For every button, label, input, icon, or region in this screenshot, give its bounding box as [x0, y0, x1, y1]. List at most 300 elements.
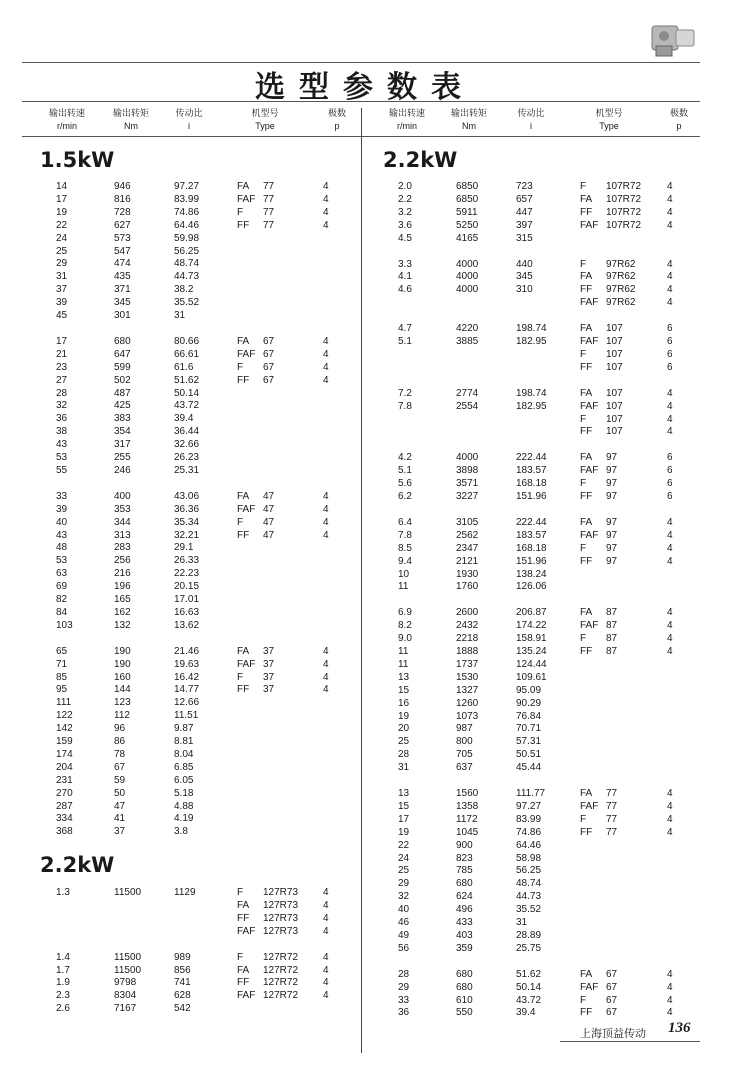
- cell-size: 67: [263, 335, 275, 347]
- page-number: 136: [668, 1020, 691, 1036]
- cell-size: 97: [606, 465, 618, 477]
- cell-torque: 59: [114, 774, 126, 786]
- cell-poles: 4: [323, 671, 329, 683]
- cell-torque: 96: [114, 723, 126, 735]
- header-label-unit: p: [334, 121, 340, 131]
- cell-speed: 27: [56, 374, 68, 386]
- cell-size: 107R72: [606, 193, 642, 205]
- cell-speed: 63: [56, 568, 68, 580]
- cell-size: 127R72: [263, 951, 299, 963]
- cell-type: FF: [580, 361, 593, 373]
- cell-torque: 425: [114, 400, 131, 412]
- cell-ratio: 198.74: [516, 323, 547, 335]
- cell-speed: 7.8: [398, 529, 412, 541]
- cell-speed: 3.6: [398, 219, 412, 231]
- cell-type: FA: [237, 335, 250, 347]
- cell-speed: 71: [56, 658, 68, 670]
- cell-ratio: 989: [174, 951, 191, 963]
- cell-torque: 313: [114, 529, 131, 541]
- cell-poles: 4: [667, 646, 673, 657]
- cell-ratio: 17.01: [174, 594, 200, 605]
- cell-torque: 160: [114, 671, 131, 683]
- cell-speed: 368: [56, 826, 73, 838]
- cell-speed: 14: [56, 181, 68, 192]
- cell-poles: 4: [323, 887, 329, 898]
- cell-torque: 1358: [456, 800, 479, 812]
- cell-type: F: [580, 258, 587, 270]
- cell-speed: 7.8: [398, 400, 412, 412]
- cell-ratio: 83.99: [516, 813, 542, 825]
- cell-torque: 47: [114, 800, 126, 812]
- header-top-rule: [22, 101, 700, 102]
- cell-torque: 2218: [456, 633, 479, 645]
- cell-torque: 3105: [456, 516, 479, 528]
- cell-torque: 359: [456, 942, 473, 954]
- cell-ratio: 12.66: [174, 697, 200, 709]
- cell-size: 107: [606, 361, 623, 373]
- cell-ratio: 39.4: [516, 1007, 536, 1019]
- cell-poles: 6: [667, 323, 673, 335]
- cell-speed: 29: [398, 878, 410, 890]
- cell-speed: 28: [398, 749, 410, 761]
- cell-speed: 55: [56, 464, 68, 476]
- cell-speed: 82: [56, 594, 68, 605]
- cell-speed: 69: [56, 581, 68, 593]
- cell-size: 107: [606, 413, 623, 425]
- cell-type: FA: [580, 193, 593, 205]
- cell-speed: 19: [398, 826, 410, 838]
- cell-speed: 103: [56, 619, 73, 631]
- header-right-0: [382, 107, 432, 133]
- cell-speed: 39: [56, 503, 68, 515]
- cell-size: 37: [263, 671, 275, 683]
- cell-type: FF: [237, 684, 250, 696]
- cell-speed: 4.1: [398, 271, 412, 283]
- cell-ratio: 11.51: [174, 710, 199, 722]
- cell-torque: 162: [114, 606, 131, 618]
- cell-torque: 705: [456, 749, 473, 761]
- cell-speed: 287: [56, 800, 73, 812]
- cell-torque: 41: [114, 813, 126, 825]
- cell-speed: 95: [56, 684, 68, 696]
- cell-speed: 11: [398, 658, 409, 670]
- cell-size: 77: [263, 181, 275, 192]
- cell-type: FF: [580, 1007, 593, 1019]
- cell-torque: 3571: [456, 478, 479, 490]
- cell-torque: 435: [114, 271, 131, 283]
- cell-speed: 6.9: [398, 607, 412, 619]
- cell-type: F: [237, 516, 244, 528]
- cell-ratio: 4.88: [174, 800, 194, 812]
- cell-ratio: 3.8: [174, 826, 188, 838]
- cell-poles: 4: [667, 800, 673, 812]
- cell-type: FA: [580, 968, 593, 980]
- cell-speed: 2.0: [398, 181, 412, 192]
- cell-torque: 4165: [456, 232, 479, 244]
- cell-torque: 301: [114, 310, 131, 321]
- cell-ratio: 48.74: [174, 258, 200, 270]
- cell-ratio: 74.86: [516, 826, 542, 838]
- cell-speed: 17: [398, 813, 410, 825]
- cell-poles: 6: [667, 348, 673, 360]
- gear-motor-icon: [646, 18, 698, 60]
- cell-poles: 6: [667, 465, 673, 477]
- cell-size: 67: [606, 1007, 618, 1019]
- cell-type: FA: [580, 516, 593, 528]
- cell-speed: 45: [56, 310, 68, 321]
- cell-ratio: 58.98: [516, 852, 542, 864]
- cell-type: FAF: [237, 348, 256, 360]
- cell-type: FF: [580, 826, 593, 838]
- cell-size: 77: [606, 788, 618, 799]
- cell-speed: 7.2: [398, 387, 412, 399]
- cell-torque: 2121: [456, 555, 479, 567]
- cell-type: FAF: [580, 465, 599, 477]
- cell-size: 87: [606, 620, 618, 632]
- cell-torque: 144: [114, 684, 131, 696]
- cell-torque: 900: [456, 839, 473, 851]
- cell-ratio: 95.09: [516, 684, 542, 696]
- cell-ratio: 109.61: [516, 671, 547, 683]
- cell-torque: 2562: [456, 529, 479, 541]
- cell-speed: 2.6: [56, 1003, 70, 1015]
- cell-ratio: 222.44: [516, 516, 547, 528]
- cell-torque: 345: [114, 297, 131, 309]
- cell-torque: 1530: [456, 671, 479, 683]
- cell-ratio: 397: [516, 219, 533, 231]
- cell-ratio: 76.84: [516, 710, 542, 722]
- cell-speed: 1.9: [56, 977, 70, 989]
- cell-speed: 84: [56, 606, 68, 618]
- cell-speed: 122: [56, 710, 73, 722]
- cell-torque: 627: [114, 219, 131, 231]
- cell-size: 77: [606, 826, 618, 838]
- cell-ratio: 48.74: [516, 878, 542, 890]
- cell-ratio: 28.89: [516, 929, 542, 941]
- cell-type: FAF: [237, 925, 256, 937]
- cell-size: 77: [263, 193, 275, 205]
- cell-ratio: 124.44: [516, 658, 547, 670]
- cell-poles: 6: [667, 361, 673, 373]
- cell-torque: 255: [114, 452, 131, 463]
- cell-type: FA: [580, 387, 593, 399]
- cell-poles: 4: [323, 964, 329, 976]
- cell-type: FA: [237, 181, 250, 192]
- cell-torque: 6850: [456, 181, 479, 192]
- cell-poles: 4: [667, 284, 673, 296]
- cell-poles: 6: [667, 452, 673, 464]
- cell-ratio: 16.63: [174, 606, 200, 618]
- cell-type: F: [580, 348, 587, 360]
- cell-torque: 4000: [456, 258, 479, 270]
- cell-ratio: 22.23: [174, 568, 200, 580]
- cell-speed: 1.3: [56, 887, 70, 898]
- cell-ratio: 138.24: [516, 568, 547, 580]
- header-label-unit: i: [530, 121, 532, 131]
- cell-torque: 50: [114, 787, 126, 799]
- cell-ratio: 111.77: [516, 788, 546, 799]
- cell-torque: 946: [114, 181, 131, 192]
- cell-ratio: 16.42: [174, 671, 200, 683]
- cell-speed: 11: [398, 581, 409, 593]
- cell-ratio: 741: [174, 977, 191, 989]
- cell-speed: 1.7: [56, 964, 70, 976]
- section-title: 2.2kW: [40, 853, 115, 877]
- cell-ratio: 6.85: [174, 761, 194, 773]
- cell-poles: 4: [667, 542, 673, 554]
- cell-ratio: 56.25: [516, 865, 542, 877]
- cell-type: FF: [580, 284, 593, 296]
- cell-size: 107: [606, 387, 623, 399]
- cell-speed: 9.0: [398, 633, 412, 645]
- cell-torque: 344: [114, 516, 131, 528]
- cell-size: 107R72: [606, 181, 642, 192]
- cell-size: 97: [606, 529, 618, 541]
- cell-size: 107: [606, 426, 623, 438]
- cell-torque: 637: [456, 762, 473, 774]
- cell-ratio: 97.27: [174, 181, 200, 192]
- cell-torque: 283: [114, 542, 131, 554]
- cell-speed: 4.6: [398, 284, 412, 296]
- cell-speed: 28: [56, 387, 68, 399]
- cell-poles: 4: [667, 607, 673, 619]
- cell-poles: 4: [323, 348, 329, 360]
- cell-torque: 4000: [456, 284, 479, 296]
- cell-type: F: [580, 813, 587, 825]
- cell-ratio: 74.86: [174, 206, 200, 218]
- cell-speed: 43: [56, 529, 68, 541]
- cell-torque: 9798: [114, 977, 137, 989]
- header-left-1: [106, 107, 156, 133]
- cell-ratio: 198.74: [516, 387, 547, 399]
- cell-speed: 15: [398, 800, 410, 812]
- cell-size: 97: [606, 516, 618, 528]
- cell-type: FF: [580, 206, 593, 218]
- header-label-cn: 传动比: [175, 108, 203, 118]
- header-label-unit: i: [188, 121, 190, 131]
- cell-torque: 433: [456, 917, 473, 928]
- cell-torque: 2347: [456, 542, 479, 554]
- cell-poles: 4: [667, 400, 673, 412]
- cell-size: 127R73: [263, 887, 299, 898]
- cell-ratio: 315: [516, 232, 533, 244]
- cell-poles: 4: [323, 912, 329, 924]
- cell-poles: 4: [323, 925, 329, 937]
- cell-speed: 20: [398, 723, 410, 735]
- cell-size: 127R72: [263, 990, 299, 1002]
- cell-poles: 4: [323, 490, 329, 502]
- cell-poles: 4: [323, 503, 329, 515]
- cell-speed: 270: [56, 787, 73, 799]
- cell-speed: 9.4: [398, 555, 412, 567]
- cell-poles: 6: [667, 336, 673, 347]
- cell-speed: 31: [56, 271, 68, 283]
- cell-speed: 4.2: [398, 452, 412, 464]
- cell-speed: 13: [398, 671, 410, 683]
- cell-poles: 4: [323, 206, 329, 218]
- cell-speed: 5.1: [398, 465, 412, 477]
- cell-speed: 32: [56, 400, 68, 412]
- cell-ratio: 56.25: [174, 245, 200, 257]
- cell-size: 127R73: [263, 912, 299, 924]
- cell-size: 37: [263, 658, 275, 670]
- cell-type: FA: [580, 788, 593, 799]
- cell-type: FA: [580, 323, 593, 335]
- cell-speed: 43: [56, 439, 68, 451]
- cell-ratio: 70.71: [516, 723, 542, 735]
- cell-size: 77: [263, 206, 275, 218]
- cell-size: 37: [263, 684, 275, 696]
- cell-torque: 800: [456, 736, 473, 748]
- cell-type: FA: [580, 271, 593, 283]
- cell-ratio: 657: [516, 193, 533, 205]
- cell-ratio: 45.44: [516, 762, 542, 774]
- cell-torque: 1888: [456, 646, 479, 657]
- cell-ratio: 14.77: [174, 684, 200, 696]
- cell-speed: 17: [56, 335, 68, 347]
- cell-type: FA: [580, 607, 593, 619]
- cell-torque: 680: [456, 981, 473, 993]
- cell-speed: 204: [56, 761, 73, 773]
- cell-poles: 4: [323, 181, 329, 192]
- cell-size: 107: [606, 323, 623, 335]
- cell-type: FF: [580, 646, 593, 657]
- cell-type: FAF: [580, 529, 599, 541]
- cell-torque: 647: [114, 348, 131, 360]
- cell-ratio: 97.27: [516, 800, 542, 812]
- cell-speed: 49: [398, 929, 410, 941]
- cell-poles: 4: [667, 633, 673, 645]
- cell-torque: 1045: [456, 826, 479, 838]
- cell-poles: 4: [667, 968, 673, 980]
- cell-speed: 5.1: [398, 336, 412, 347]
- cell-speed: 11: [398, 646, 409, 657]
- cell-size: 67: [263, 348, 275, 360]
- header-label-cn: 输出转矩: [112, 108, 149, 118]
- cell-speed: 231: [56, 774, 73, 786]
- header-label-unit: Nm: [462, 121, 476, 131]
- cell-type: F: [580, 542, 587, 554]
- cell-size: 47: [263, 516, 275, 528]
- cell-size: 47: [263, 503, 275, 515]
- cell-ratio: 447: [516, 206, 533, 218]
- footer-company: 上海顶益传动: [580, 1027, 646, 1040]
- header-right-3: [584, 107, 634, 133]
- header-right-4: [654, 107, 704, 133]
- cell-speed: 48: [56, 542, 68, 554]
- cell-speed: 111: [56, 697, 72, 709]
- cell-size: 47: [263, 490, 275, 502]
- cell-poles: 4: [323, 335, 329, 347]
- cell-speed: 4.5: [398, 232, 412, 244]
- cell-ratio: 50.51: [516, 749, 542, 761]
- cell-torque: 165: [114, 594, 131, 605]
- cell-ratio: 206.87: [516, 607, 547, 619]
- cell-ratio: 9.87: [174, 723, 194, 735]
- cell-ratio: 44.73: [516, 891, 542, 903]
- cell-ratio: 51.62: [516, 968, 542, 980]
- cell-torque: 823: [456, 852, 473, 864]
- section-title: 2.2kW: [383, 148, 458, 172]
- header-label-cn: 输出转速: [388, 108, 425, 118]
- cell-size: 67: [606, 968, 618, 980]
- cell-size: 37: [263, 645, 275, 657]
- cell-speed: 22: [56, 219, 68, 231]
- cell-torque: 403: [456, 929, 473, 941]
- cell-size: 67: [606, 981, 618, 993]
- cell-ratio: 61.6: [174, 361, 194, 373]
- cell-type: FF: [580, 491, 593, 502]
- cell-poles: 4: [323, 658, 329, 670]
- cell-torque: 11500: [114, 964, 142, 976]
- cell-ratio: 723: [516, 181, 533, 192]
- cell-torque: 1327: [456, 684, 479, 696]
- cell-torque: 624: [456, 891, 473, 903]
- cell-ratio: 5.18: [174, 787, 194, 799]
- cell-speed: 1.4: [56, 951, 70, 963]
- cell-ratio: 183.57: [516, 465, 547, 477]
- cell-speed: 3.2: [398, 206, 412, 218]
- cell-ratio: 59.98: [174, 232, 200, 244]
- cell-torque: 216: [114, 568, 131, 580]
- cell-ratio: 32.66: [174, 439, 200, 451]
- cell-ratio: 135.24: [516, 646, 547, 657]
- cell-speed: 31: [398, 762, 410, 774]
- cell-speed: 6.2: [398, 491, 412, 502]
- cell-ratio: 35.52: [174, 297, 200, 309]
- cell-ratio: 440: [516, 258, 533, 270]
- cell-type: F: [580, 478, 587, 490]
- cell-type: FF: [580, 555, 593, 567]
- cell-torque: 1560: [456, 788, 479, 799]
- cell-poles: 4: [667, 271, 673, 283]
- header-label-cn: 机型号: [251, 108, 279, 118]
- cell-speed: 29: [398, 981, 410, 993]
- cell-ratio: 39.4: [174, 413, 194, 425]
- cell-speed: 40: [398, 904, 410, 916]
- column-divider: [361, 108, 362, 1053]
- cell-size: 127R72: [263, 977, 299, 989]
- cell-speed: 10: [398, 568, 410, 580]
- cell-torque: 190: [114, 658, 131, 670]
- cell-torque: 112: [114, 710, 130, 722]
- cell-ratio: 25.31: [174, 464, 200, 476]
- cell-poles: 4: [667, 181, 673, 192]
- cell-size: 127R72: [263, 964, 299, 976]
- page-title: 选型参数表: [255, 70, 475, 105]
- cell-ratio: 151.96: [516, 491, 547, 502]
- cell-torque: 8304: [114, 990, 137, 1002]
- cell-speed: 32: [398, 891, 410, 903]
- cell-poles: 4: [667, 826, 673, 838]
- cell-poles: 4: [667, 981, 673, 993]
- cell-speed: 4.7: [398, 323, 412, 335]
- cell-poles: 4: [667, 387, 673, 399]
- cell-speed: 16: [398, 697, 410, 709]
- cell-size: 87: [606, 646, 618, 657]
- cell-ratio: 168.18: [516, 542, 547, 554]
- cell-speed: 24: [398, 852, 410, 864]
- cell-ratio: 183.57: [516, 529, 547, 541]
- cell-speed: 6.4: [398, 516, 412, 528]
- cell-speed: 142: [56, 723, 73, 735]
- cell-poles: 6: [667, 478, 673, 490]
- cell-poles: 4: [667, 297, 673, 309]
- cell-ratio: 44.73: [174, 271, 200, 283]
- header-label-unit: p: [676, 121, 682, 131]
- cell-type: F: [580, 994, 587, 1006]
- cell-speed: 19: [56, 206, 68, 218]
